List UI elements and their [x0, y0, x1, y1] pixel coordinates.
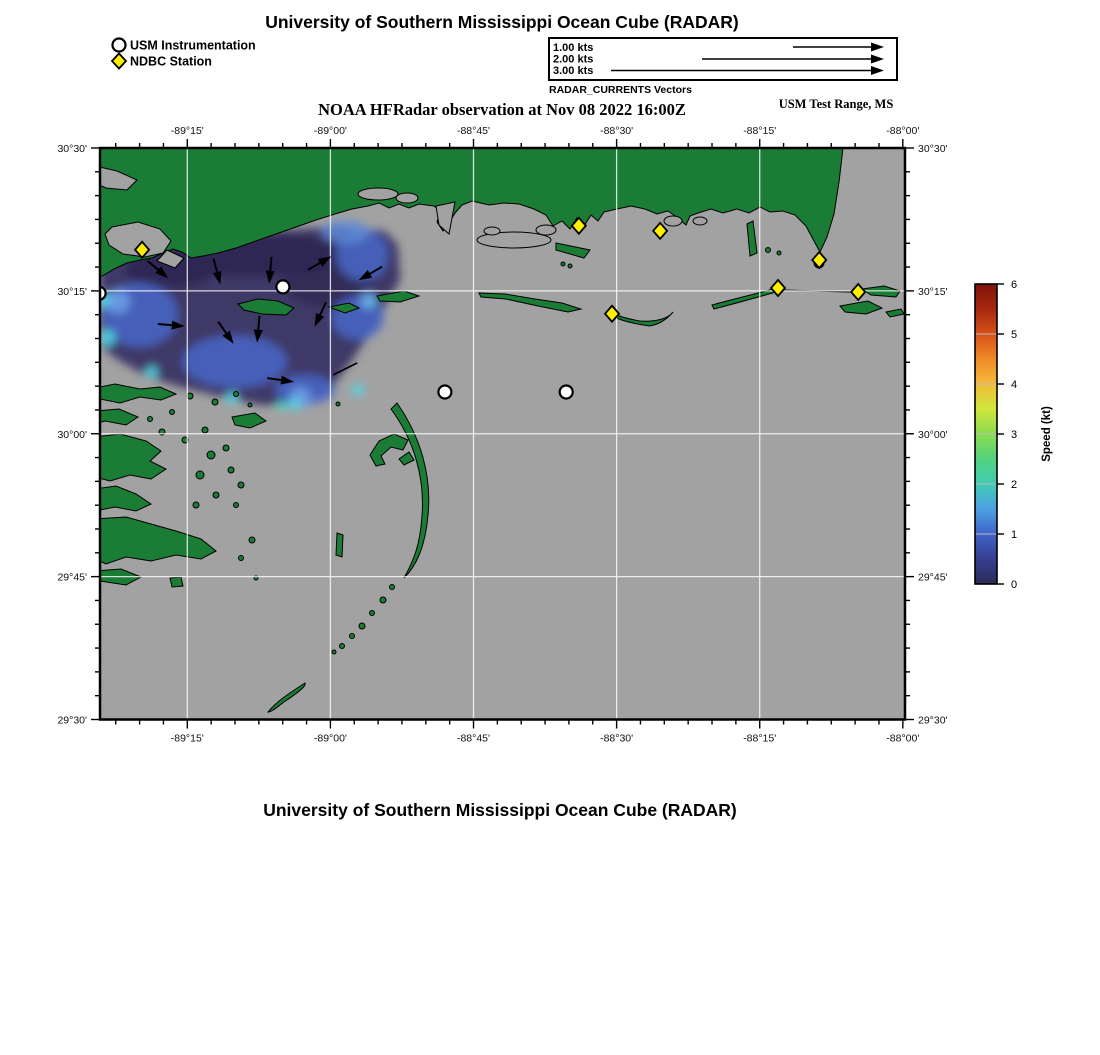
islet-dot — [340, 644, 345, 649]
axis-tick-label: -88°00' — [886, 125, 920, 137]
islet-dot — [359, 623, 365, 629]
axis-tick-label: -89°00' — [313, 732, 347, 745]
vector-tail — [158, 324, 174, 325]
islet-dot — [766, 248, 771, 253]
axis-tick-label: 29°30' — [918, 714, 948, 727]
vector-tail — [270, 257, 271, 273]
pascagoula-inlet — [664, 216, 682, 226]
islet-dot — [561, 262, 565, 266]
axis-tick-label: -89°00' — [313, 125, 347, 137]
radar-field-patch — [146, 366, 158, 378]
axis-tick-label: -88°00' — [886, 732, 920, 745]
axis-tick-label: -88°30' — [600, 125, 634, 137]
islet-dot — [568, 264, 572, 268]
colorbar-tick-label: 0 — [1011, 579, 1018, 591]
radar-field-patch — [277, 401, 287, 411]
axis-tick-label: 29°45' — [57, 571, 87, 584]
axis-tick-label: 30°15' — [57, 285, 87, 298]
colorbar-tick-label: 5 — [1011, 329, 1018, 341]
chandeleur-islet — [336, 533, 343, 557]
usm-instrument-marker — [276, 280, 289, 293]
back-bay-west — [358, 188, 398, 200]
axis-tick-label: 30°15' — [918, 285, 948, 298]
colorbar-tick-label: 3 — [1011, 429, 1018, 441]
axis-tick-label: 30°00' — [57, 428, 87, 441]
vector-tail — [258, 316, 259, 332]
axis-tick-label: -88°45' — [456, 125, 491, 137]
radar-field-patch — [321, 220, 369, 244]
vector-scale-caption: RADAR_CURRENTS Vectors — [549, 84, 692, 96]
axis-tick-label: 30°00' — [918, 428, 948, 441]
test-range-label: USM Test Range, MS — [778, 97, 894, 111]
map-legend — [112, 39, 256, 69]
islet-dot — [380, 597, 386, 603]
usm-instrument-marker — [560, 386, 573, 399]
axis-tick-label: -88°15' — [743, 732, 777, 745]
axis-tick-label: 29°45' — [918, 571, 948, 584]
islet-dot — [350, 634, 355, 639]
islet-dot — [777, 251, 781, 255]
scale-row-2-label: 2.00 kts — [553, 53, 594, 66]
scale-row-1-label: 1.00 kts — [553, 42, 594, 54]
radar-field-patch — [366, 298, 374, 306]
axis-tick-label: -88°45' — [456, 732, 491, 745]
axis-tick-label: -88°15' — [743, 125, 777, 137]
colorbar-tick-label: 4 — [1011, 379, 1018, 391]
bottom-title: University of Southern Mississippi Ocean Cube (RADAR) — [263, 800, 737, 820]
axis-tick-label: -89°15' — [170, 732, 204, 745]
back-bay-east — [396, 193, 418, 203]
axis-tick-label: 29°30' — [57, 714, 87, 727]
vector-scale-box — [549, 38, 897, 80]
map-plot-area — [93, 148, 905, 720]
colorbar-tick-label: 6 — [1011, 279, 1018, 291]
axis-tick-label: 30°30' — [918, 143, 948, 155]
colorbar-tick-label: 1 — [1011, 529, 1018, 541]
ndbc-station-icon — [112, 54, 126, 69]
speed-colorbar — [975, 279, 1017, 591]
scale-row-3-label: 3.00 kts — [553, 65, 594, 77]
islet-dot — [332, 650, 336, 654]
legend-usm-label: USM Instrumentation — [130, 38, 256, 53]
axis-tick-label: -89°15' — [170, 125, 204, 137]
page-title: University of Southern Mississippi Ocean Cube (RADAR) — [265, 12, 739, 32]
radar-field-patch — [183, 336, 287, 388]
colorbar-title: Speed (kt) — [1041, 406, 1053, 462]
usm-instrument-marker — [438, 386, 451, 399]
legend-ndbc-label: NDBC Station — [130, 54, 212, 69]
observation-subtitle: NOAA HFRadar observation at Nov 08 2022 16:00Z — [318, 100, 686, 119]
radar-field-patch — [99, 330, 115, 346]
radar-field-patch — [289, 398, 301, 410]
usm-instrumentation-icon — [113, 39, 126, 52]
radar-field-patch — [352, 384, 364, 396]
colorbar-tick-label: 2 — [1011, 479, 1018, 491]
islet-dot — [390, 585, 395, 590]
islet-dot — [370, 611, 375, 616]
axis-tick-label: -88°30' — [600, 732, 634, 745]
biloxi-bay-arm2 — [484, 227, 500, 235]
axis-tick-label: 30°30' — [57, 143, 87, 155]
islet-dot — [336, 402, 340, 406]
marsh-islet — [170, 577, 183, 587]
pascagoula-inlet2 — [693, 217, 707, 225]
biloxi-bay-arm — [536, 225, 556, 235]
